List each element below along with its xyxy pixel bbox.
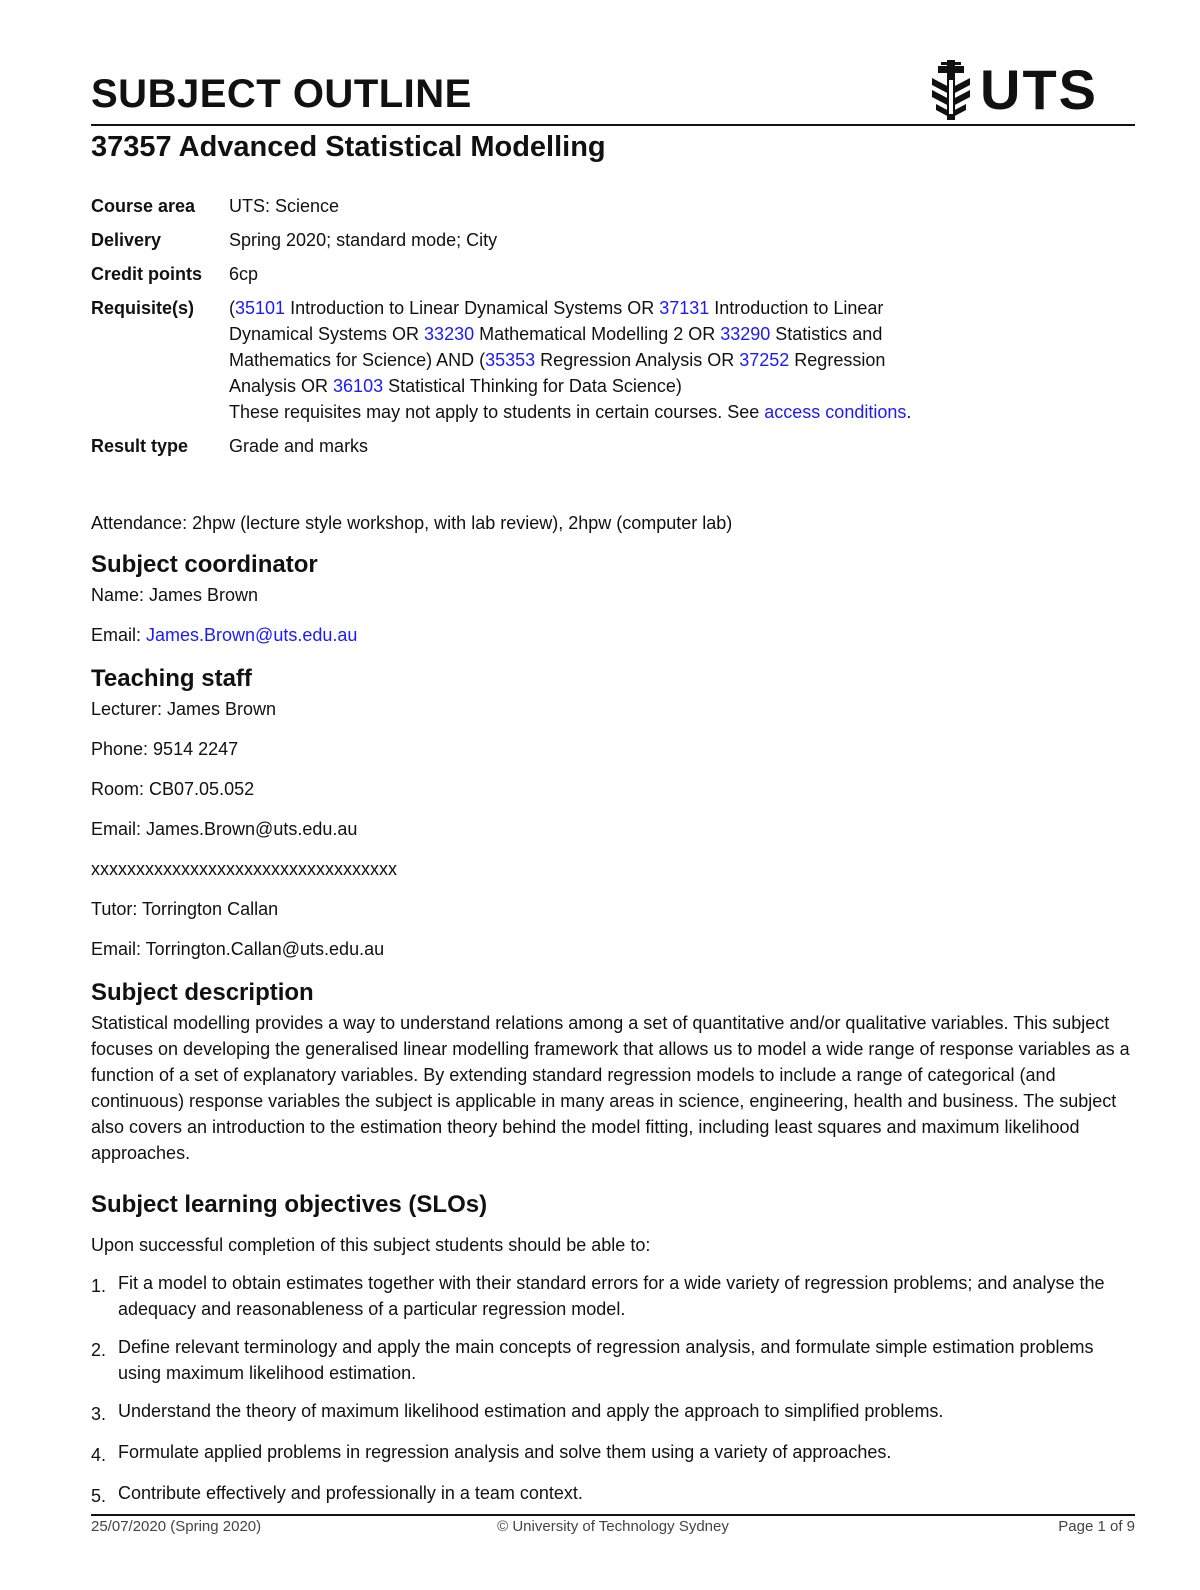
requisites-note: These requisites may not apply to students in certain courses. See [229,402,765,422]
course-area-value: UTS: Science [229,196,340,216]
requisites-label: Requisite(s) [91,298,195,318]
subject-link-37131[interactable]: 37131 [659,298,710,318]
info-row-credit-points [91,261,931,287]
document-title: SUBJECT OUTLINE [91,72,472,116]
subject-title: 37357 Advanced Statistical Modelling [91,131,606,163]
info-row-result-type [91,433,931,459]
staff-line: Room: CB07.05.052 [91,779,255,799]
requisites-end: . [906,402,912,422]
description-text: Statistical modelling provides a way to understand relations among a set of quantitative and/or qualitative variables. This subject focuses on developing the generalised linear modelling framework that allows us to model a wide range of response variables as a function of a set of explanatory variables. By extending standard regression models to include a range of categorical (and continuous) response variables the subject is applicable in many areas in science, engineering, health and business. The subject also covers an introduction to the estimation theory behind the model fitting, including least squares and maximum likelihood approaches. [91,1013,1130,1163]
delivery-label: Delivery [91,230,162,250]
requisites-text: Statistical Thinking for Data Science) [383,376,682,396]
coordinator-name: Name: James Brown [91,585,259,605]
slo-text: Understand the theory of maximum likelihood estimation and apply the approach to simplified problems. [118,1401,944,1421]
list-item [91,1480,1141,1509]
subject-link-37252[interactable]: 37252 [739,350,790,370]
access-conditions-link[interactable]: access conditions [764,402,907,422]
list-item [91,1270,1141,1322]
uts-logo [928,58,1096,122]
list-item [91,1398,1141,1427]
slo-intro: Upon successful completion of this subject students should be able to: [91,1235,651,1255]
result-type-label: Result type [91,436,189,456]
requisites-text: Regression Analysis OR [535,350,740,370]
coordinator-email-link[interactable]: James.Brown@uts.edu.au [146,625,358,645]
slo-heading: Subject learning objectives (SLOs) [91,1191,488,1218]
staff-line: Lecturer: James Brown [91,699,277,719]
subject-link-35101[interactable]: 35101 [235,298,286,318]
info-row-delivery [91,227,931,253]
uts-logo-text: UTS [980,58,1098,121]
requisites-value [229,295,931,425]
slo-text: Formulate applied problems in regression analysis and solve them using a variety of approaches. [118,1442,892,1462]
delivery-value: Spring 2020; standard mode; City [229,230,498,250]
list-item [91,1334,1141,1386]
requisites-text: Mathematical Modelling 2 OR [474,324,721,344]
coordinator-heading: Subject coordinator [91,551,318,578]
result-type-value: Grade and marks [229,436,369,456]
requisites-text: Statistics and Mathematics for Science) AND ( [229,324,883,370]
attendance-text: Attendance: 2hpw (lecture style workshop, with lab review), 2hpw (computer lab) [91,513,733,533]
coordinator-email-label: Email: [91,625,147,645]
list-item [91,1439,1141,1468]
info-row-course-area [91,193,931,219]
header-divider [91,124,1135,126]
info-row-requisites [91,295,931,425]
requisites-text: Introduction to Linear Dynamical Systems OR [285,298,660,318]
slo-number: 2. [91,1340,107,1360]
footer-date: 25/07/2020 (Spring 2020) [91,1518,262,1535]
page-footer [91,1518,1135,1542]
subject-link-35353[interactable]: 35353 [485,350,536,370]
footer-copyright: © University of Technology Sydney [497,1518,729,1535]
staff-line: Email: Torrington.Callan@uts.edu.au [91,939,385,959]
credit-points-value: 6cp [229,264,259,284]
slo-number: 5. [91,1486,107,1506]
staff-line: Tutor: Torrington Callan [91,899,279,919]
subject-link-33290[interactable]: 33290 [720,324,771,344]
subject-link-36103[interactable]: 36103 [333,376,384,396]
footer-divider [91,1514,1135,1516]
staff-line: Email: James.Brown@uts.edu.au [91,819,358,839]
staff-line: xxxxxxxxxxxxxxxxxxxxxxxxxxxxxxxxxx [91,859,397,879]
slo-text: Define relevant terminology and apply the main concepts of regression analysis, and formulate simple estimation problems using maximum likelihood estimation. [118,1337,1094,1383]
slo-text: Contribute effectively and professionally in a team context. [118,1483,583,1503]
requisites-text: ( [229,298,235,318]
staff-line: Phone: 9514 2247 [91,739,239,759]
teaching-staff-heading: Teaching staff [91,665,252,692]
requisites-text: Regression Analysis OR [229,350,886,396]
uts-logo-emblem-icon [928,58,974,122]
main-content [91,548,1141,1521]
footer-page-number: Page 1 of 9 [1058,1518,1135,1535]
slo-number: 3. [91,1404,107,1424]
subject-info-table [91,193,931,467]
slo-number: 1. [91,1276,107,1296]
slo-list [91,1270,1141,1509]
slo-number: 4. [91,1445,107,1465]
credit-points-label: Credit points [91,264,202,284]
description-heading: Subject description [91,979,314,1006]
slo-text: Fit a model to obtain estimates together with their standard errors for a wide variety of regression problems; and analyse the adequacy and reasonableness of a particular regression model. [118,1273,1105,1319]
coordinator-email-line [91,622,1141,648]
course-area-label: Course area [91,196,196,216]
requisites-text: Introduction to Linear Dynamical Systems OR [229,298,884,344]
subject-link-33230[interactable]: 33230 [424,324,475,344]
